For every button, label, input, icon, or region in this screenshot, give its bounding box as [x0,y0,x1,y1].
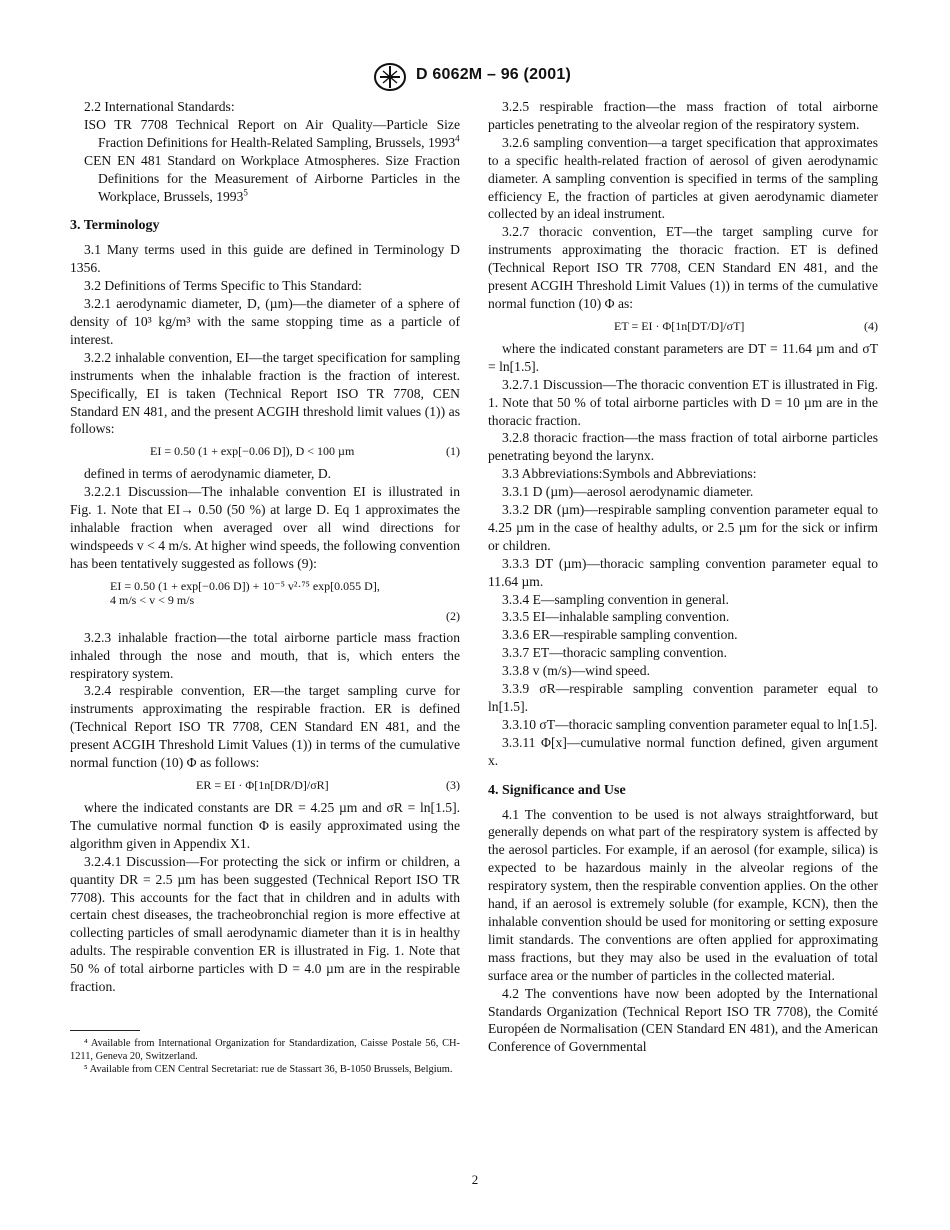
left-column [70,98,460,1077]
equation-3-number: (3) [446,778,460,792]
footnote-5: ⁵ Available from CEN Central Secretariat: rue de Stassart 36, B-1050 Brussels, Belgium. [84,1064,453,1076]
paragraph-3-3-11: 3.3.11 Φ[x]—cumulative normal function defined, given argument x. [488,734,878,768]
paragraph-4-2: 4.2 The conventions have now been adopted by the International Standards Organization (Technical Report ISO TR 7708), the Comité Européen de Normalisation (CEN Standard EN 481), and the American Conference of Governmental [488,985,878,1055]
equation-1-body: EI = 0.50 (1 + exp[−0.06 D]), D < 100 µm [150,444,355,459]
paragraph-3-2-4-1: 3.2.4.1 Discussion—For protecting the sick or infirm or children, a quantity DR = 2.5 µm has been suggested (Technical Report ISO TR 7708). This accounts for the fact that in children and in adults with certain chest diseases, the tracheobronchial region is more effective at collecting particles of small aerodynamic diameter than it is in healthy adults. The respirable convention ER is illustrated in Fig. 1. Note that 50 % of total airborne particles with D = 4.0 µm are in the respirable fraction. [70,853,460,995]
paragraph-3-2-8: 3.2.8 thoracic fraction—the mass fraction of total airborne particles penetrating beyond the larynx. [488,430,878,464]
reference-iso-tr-7708: ISO TR 7708 Technical Report on Air Quality—Particle Size Fraction Definitions for Health-Related Sampling, Brussels, 1993$^4$ [84,116,460,150]
equation-2 [70,578,460,624]
paragraph-eq1-after: defined in terms of aerodynamic diameter, D. [84,466,332,482]
reference-cen-en-481: CEN EN 481 Standard on Workplace Atmospheres. Size Fraction Definitions for the Measurement of Airborne Particles in the Workplace, Brussels, 1993$^5$ [84,152,460,204]
paragraph-3-3-6: 3.3.6 ER—respirable sampling convention. [502,627,738,643]
paragraph-4-1: 4.1 The convention to be used is not always straightforward, but generally depends on what part of the respiratory system is affected by the aerosol particles. For example, if an aerosol (for example, silica) is expected to be hazardous mainly in the alveolar regions of the respiratory system, then the respirable convention applies. On the other hand, if an aerosol is extremely soluble (for example, KCN), then the inhalable convention should be used for monitoring or setting exposure limit standards. The conventions are often applied for approximating mass fractions, but they may also be used in the evaluation of total surface area or the number of particles in the collected material. [488,806,878,983]
paragraph-3-3-1: 3.3.1 D (µm)—aerosol aerodynamic diameter. [502,484,754,500]
section-heading-terminology: 3. Terminology [70,218,160,234]
paragraph-3-2-7-1: 3.2.7.1 Discussion—The thoracic convention ET is illustrated in Fig. 1. Note that 50 % of total airborne particles with D = 10 µm are in the thoracic fraction. [488,376,878,428]
page-header [0,62,950,92]
equation-4 [488,318,878,335]
equation-4-body: ET = EI · Φ[1n[DT/D]/σT] [614,318,745,333]
paragraph-3-3-7: 3.3.7 ET—thoracic sampling convention. [502,645,728,661]
paragraph-3-2-6: 3.2.6 sampling convention—a target specification that approximates to a specific health-related fraction of aerosol of given aerodynamic diameter. A sampling convention is specified in terms of the sampling efficiency E, the fraction of particles at given aerodynamic diameter collected by an ideal instrument. [488,134,878,222]
paragraph-3-3-5: 3.3.5 EI—inhalable sampling convention. [502,609,730,625]
paragraph-eq3-after: where the indicated constants are DR = 4.25 µm and σR = ln[1.5]. The cumulative normal function Φ is easily approximated using the algorithm given in Appendix X1. [70,800,460,851]
paragraph-3-2-2: 3.2.2 inhalable convention, EI—the target specification for sampling instruments when the inhalable fraction is the fraction of interest. Specifically, EI is taken (Technical Report ISO TR 7708, CEN Standard EN 481, and the present ACGIH threshold limit values (1)) as follows: [70,349,460,437]
equation-2-line-2: 4 m/s < v < 9 m/s [110,592,195,607]
page-number: 2 [471,1172,479,1187]
equation-1 [70,443,460,460]
paragraph-3-3-8: 3.3.8 v (m/s)—wind speed. [502,663,651,679]
paragraph-3-2-7: 3.2.7 thoracic convention, ET—the target sampling curve for instruments approximating the thoracic fraction. ET is defined (Technical Report ISO TR 7708, CEN Standard EN 481, and the present ACGIH Threshold Limit Values (1)) in terms of the cumulative normal function (10) Φ as: [488,224,878,311]
equation-1-number: (1) [446,444,460,459]
paragraph-3-1: 3.1 Many terms used in this guide are defined in Terminology D 1356. [70,242,460,276]
paragraph-eq4-after: where the indicated constant parameters are DT = 11.64 µm and σT = ln[1.5]. [488,340,878,374]
paragraph-3-3-10: 3.3.10 σT—thoracic sampling convention parameter equal to ln[1.5]. [502,716,878,732]
document-designation: D 6062M – 96 (2001) [416,66,572,83]
footnote-divider [70,1030,140,1031]
paragraph-3-2-5: 3.2.5 respirable fraction—the mass fraction of total airborne particles penetrating to the alveolar region of the respiratory system. [488,99,878,132]
equation-2-number: (2) [446,608,460,623]
footnote-4: ⁴ Available from International Organization for Standardization, Caisse Postale 56, CH-1211, Geneva 20, Switzerland. [70,1037,460,1063]
section-heading-significance: 4. Significance and Use [488,782,626,798]
paragraph-3-2-1: 3.2.1 aerodynamic diameter, D, (µm)—the diameter of a sphere of density of 10³ kg/m³ with the same stopping time as a particle of interest. [70,296,460,347]
equation-4-number: (4) [864,318,878,333]
right-column [488,98,878,1056]
paragraph-3-2: 3.2 Definitions of Terms Specific to This Standard: [84,278,362,294]
paragraph-3-3-3: 3.3.3 DT (µm)—thoracic sampling convention parameter equal to 11.64 µm. [488,555,878,589]
equation-3-body: ER = EI · Φ[1n[DR/D]/σR] [196,778,329,792]
paragraph-3-2-4: 3.2.4 respirable convention, ER—the target sampling curve for instruments approximating the respirable fraction. ER is defined (Technical Report ISO TR 7708, CEN Standard EN 481, and the present ACGIH Threshold Limit Values (1)) in terms of the cumulative normal function (10) Φ as follows: [70,683,460,771]
subsection-2-2: 2.2 International Standards: [84,99,235,114]
paragraph-3-3-9: 3.3.9 σR—respirable sampling convention parameter equal to ln[1.5]. [488,681,878,714]
equation-3 [70,777,460,794]
astm-logo-icon [372,62,408,92]
equation-2-line-1: EI = 0.50 (1 + exp[−0.06 D]) + 10⁻⁵ v²·⁷⁵ exp[0.055 D], [110,578,380,593]
paragraph-3-3: 3.3 Abbreviations:Symbols and Abbreviations: [502,466,757,482]
paragraph-3-2-3: 3.2.3 inhalable fraction—the total airborne particle mass fraction inhaled through the nose and mouth, that is, which enters the respiratory system. [70,629,460,681]
paragraph-3-3-4: 3.3.4 E—sampling convention in general. [502,591,729,607]
paragraph-3-2-2-1: 3.2.2.1 Discussion—The inhalable convention EI is illustrated in Fig. 1. Note that EI→ 0.50 (50 %) at large D. Eq 1 approximates the inhalable fraction when averaged over all wind directions for windspeeds v < 4 m/s. At higher wind speeds, the following convention has been tentatively suggested as follows (9): [70,484,460,571]
paragraph-3-3-2: 3.3.2 DR (µm)—respirable sampling convention parameter equal to 4.25 µm in the case of healthy adults, or 2.5 µm for the sick or infirm or children. [488,502,878,553]
